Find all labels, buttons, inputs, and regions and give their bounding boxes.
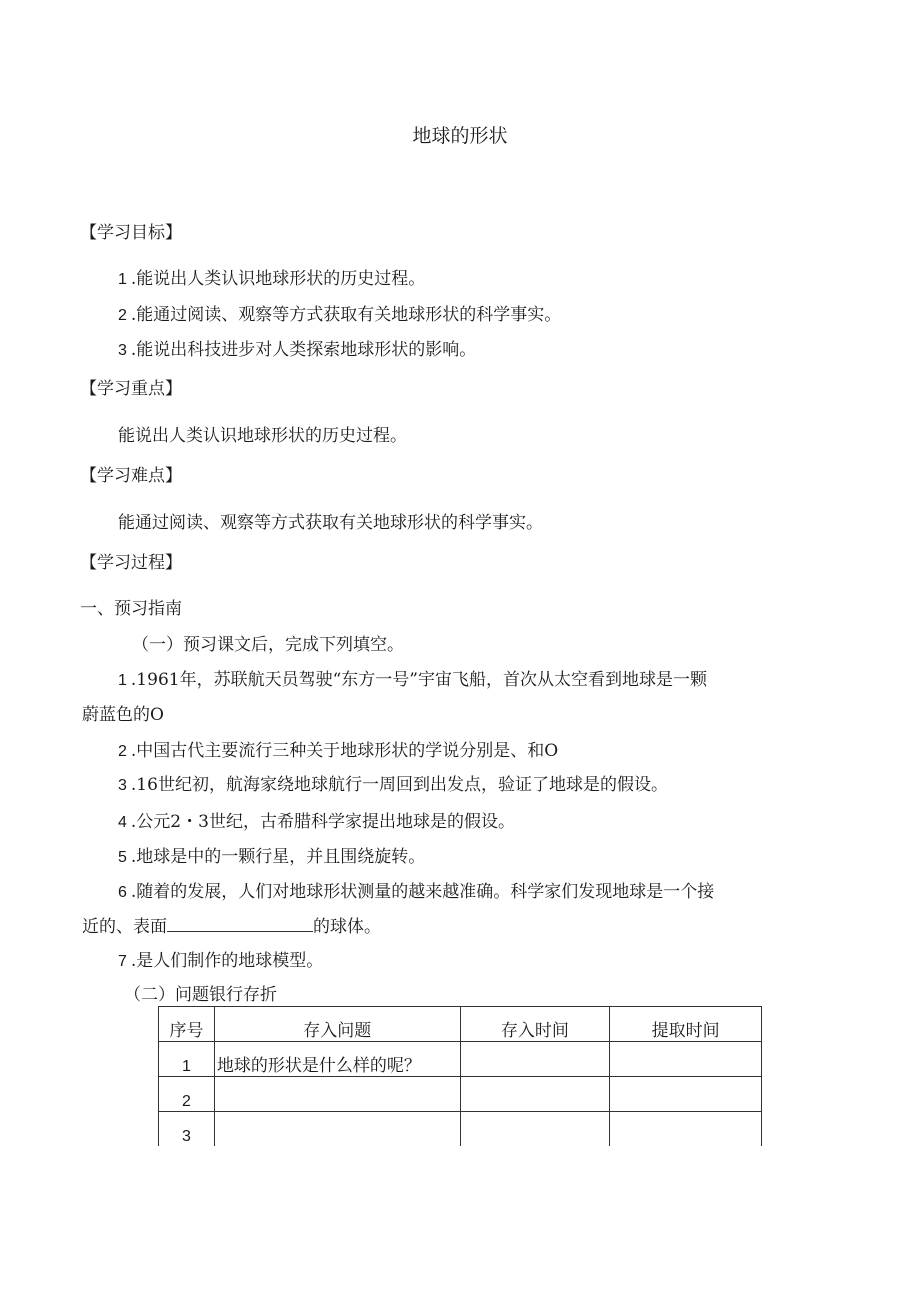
subsection-question-bank: （二）问题银行存折 [124, 985, 277, 1005]
header-index: 序号 [159, 1007, 215, 1042]
question-6-before-blank: 近的、表面 [82, 917, 167, 937]
row-withdraw-time[interactable] [610, 1112, 762, 1147]
table-row [159, 1077, 762, 1112]
header-deposit-time: 存入时间 [460, 1007, 610, 1042]
question-num-5: 5 [118, 849, 127, 866]
row-question[interactable] [214, 1077, 460, 1112]
question-5 [118, 846, 425, 869]
section-preview-guide: 一、预习指南 [80, 599, 182, 619]
question-7 [118, 950, 323, 973]
key-points-heading: 【学习重点】 [80, 379, 182, 399]
row-index: 1 [159, 1042, 215, 1077]
row-withdraw-time[interactable] [610, 1042, 762, 1077]
table-row [159, 1042, 762, 1077]
question-6-after-blank: 的球体。 [313, 917, 381, 937]
row-deposit-time[interactable] [460, 1112, 610, 1147]
question-3 [118, 774, 668, 797]
header-question: 存入问题 [214, 1007, 460, 1042]
objective-item-3 [118, 339, 476, 362]
row-deposit-time[interactable] [460, 1042, 610, 1077]
question-6 [118, 881, 714, 904]
row-question[interactable]: 地球的形状是什么样的呢？ [214, 1042, 460, 1077]
question-num-2: 2 [118, 743, 127, 760]
question-text-4: .公元2・3世纪，古希腊科学家提出地球是的假设。 [130, 812, 515, 832]
objective-num-2: 2 [118, 307, 127, 324]
objective-text-2: .能通过阅读、观察等方式获取有关地球形状的科学事实。 [130, 305, 562, 325]
question-num-4: 4 [118, 814, 127, 831]
objective-text-1: .能说出人类认识地球形状的历史过程。 [130, 269, 426, 289]
question-num-1: 1 [118, 672, 127, 689]
row-withdraw-time[interactable] [610, 1077, 762, 1112]
row-question[interactable] [214, 1112, 460, 1147]
question-num-3: 3 [118, 777, 127, 794]
page-title: 地球的形状 [412, 125, 508, 147]
difficulties-text: 能通过阅读、观察等方式获取有关地球形状的科学事实。 [118, 513, 543, 533]
question-text-3: .16世纪初，航海家绕地球航行一周回到出发点，验证了地球是的假设。 [130, 775, 668, 795]
difficulties-heading: 【学习难点】 [80, 466, 182, 486]
question-4 [118, 811, 515, 834]
objectives-heading: 【学习目标】 [80, 223, 182, 243]
objective-num-1: 1 [118, 271, 127, 288]
process-heading: 【学习过程】 [80, 553, 182, 573]
row-index: 2 [159, 1077, 215, 1112]
question-bank-table [158, 1006, 762, 1147]
question-1-continuation: 蔚蓝色的O [82, 705, 164, 725]
objective-item-2 [118, 304, 561, 327]
question-text-7: .是人们制作的地球模型。 [130, 951, 324, 971]
question-num-6: 6 [118, 884, 127, 901]
objective-num-3: 3 [118, 342, 127, 359]
page-cut-mask [150, 1146, 780, 1166]
objective-item-1 [118, 268, 425, 291]
fill-in-blank[interactable] [167, 915, 313, 932]
question-6-continuation [82, 915, 381, 938]
question-text-6: .随着的发展，人们对地球形状测量的越来越准确。科学家们发现地球是一个接 [130, 882, 715, 902]
question-1 [118, 669, 707, 692]
key-points-text: 能说出人类认识地球形状的历史过程。 [118, 426, 407, 446]
header-withdraw-time: 提取时间 [610, 1007, 762, 1042]
question-text-5: .地球是中的一颗行星，并且围绕旋转。 [130, 847, 426, 867]
question-2 [118, 740, 558, 763]
row-index: 3 [159, 1112, 215, 1147]
row-deposit-time[interactable] [460, 1077, 610, 1112]
table-row [159, 1112, 762, 1147]
question-num-7: 7 [118, 953, 127, 970]
table-header-row [159, 1007, 762, 1042]
subsection-fill-blanks: （一）预习课文后，完成下列填空。 [132, 635, 404, 655]
question-text-2: .中国古代主要流行三种关于地球形状的学说分别是、和O [130, 741, 559, 761]
objective-text-3: .能说出科技进步对人类探索地球形状的影响。 [130, 340, 477, 360]
question-text-1: .1961年，苏联航天员驾驶“东方一号”宇宙飞船，首次从太空看到地球是一颗 [130, 670, 707, 690]
